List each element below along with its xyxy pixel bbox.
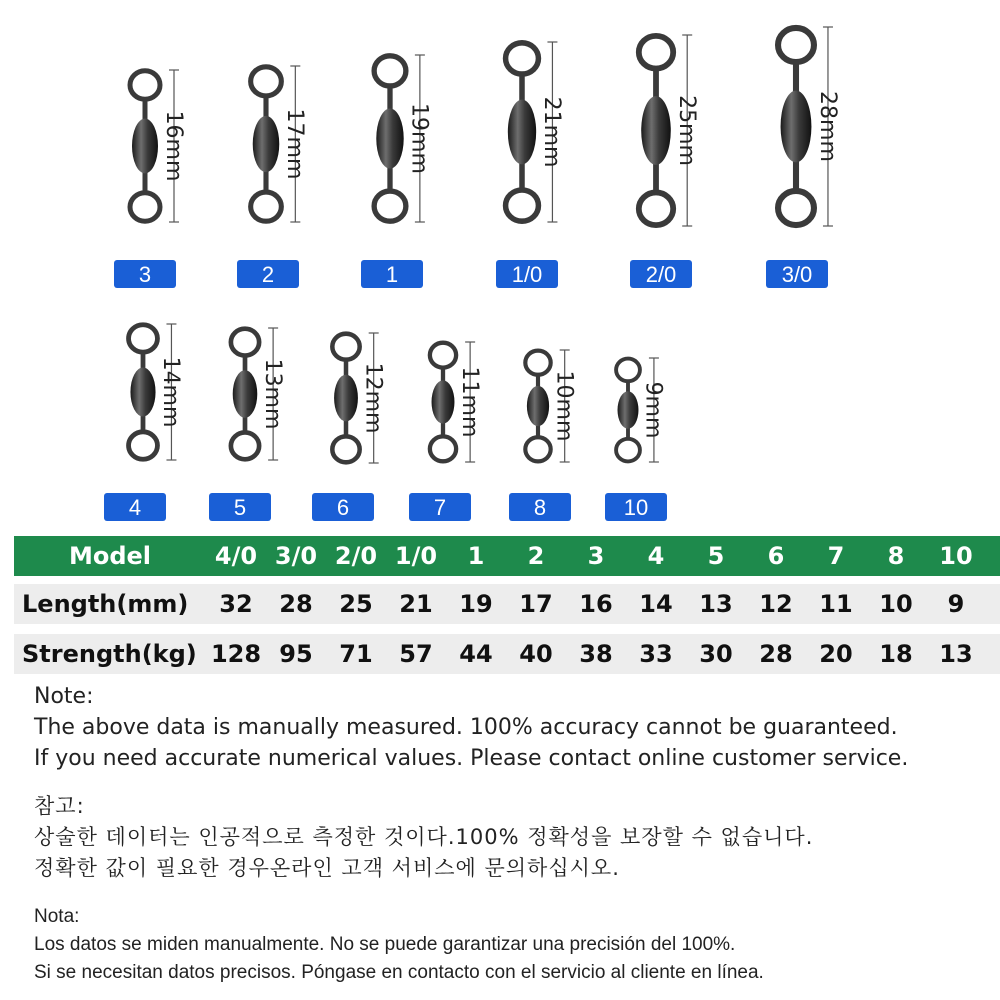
note-spanish-line1: Los datos se miden manualmente. No se puede garantizar una precisión del 100%. [34,934,736,955]
length-cell: 11 [819,590,853,618]
strength-cell: 38 [579,640,613,668]
barrel [233,370,258,418]
note-english [34,681,908,774]
swivel [630,35,699,288]
ring-top [616,359,640,382]
swivel [104,324,183,521]
ring-top [129,325,158,352]
ring-top [374,56,406,86]
ring-bottom [129,432,158,459]
length-cell: 32 [219,590,253,618]
barrel [130,368,155,417]
strength-cells [206,640,986,668]
ring-bottom [374,191,406,221]
model-cell: 8 [887,542,905,570]
swivel [605,358,667,521]
strength-cell: 20 [819,640,853,668]
barrel [781,91,812,163]
model-badge-label: 10 [623,495,649,520]
strength-cell: 13 [939,640,973,668]
model-badge-label: 4 [128,495,142,520]
note-english-title: Note: [34,684,94,709]
size-label: 16mm [160,110,186,182]
barrel [641,96,671,165]
strength-cell: 40 [519,640,553,668]
model-cell: 3/0 [274,542,318,570]
note-korean-line2: 정확한 값이 필요한 경우온라인 고객 서비스에 문의하십시오. [34,856,620,880]
model-badge-label: 1/0 [511,262,543,287]
ring-top [332,334,359,360]
size-label: 28mm [814,91,840,162]
ring-bottom [506,190,539,221]
ring-top [506,43,539,74]
size-label: 21mm [539,96,565,168]
size-label: 11mm [456,366,482,438]
barrel [132,119,158,174]
ring-bottom [130,193,160,222]
strength-cell: 28 [759,640,793,668]
strength-cell: 128 [210,640,262,668]
barrel [618,391,639,428]
size-label: 17mm [282,108,308,180]
note-korean-line1: 상술한 데이터는 인공적으로 측정한 것이다.100% 정확성을 보장할 수 없습니다. [34,825,814,849]
model-badge-label: 5 [233,495,247,520]
length-cell: 10 [879,590,913,618]
model-badge-label: 7 [433,495,447,520]
ring-bottom [616,439,640,462]
size-label: 10mm [551,370,577,442]
model-cell: 2 [527,542,545,570]
swivel [209,328,285,521]
size-label: 19mm [406,103,432,174]
model-badge-label: 3/0 [781,262,813,287]
model-cell: 1/0 [394,542,438,570]
size-label: 14mm [158,356,184,428]
table-row-length [14,584,1000,624]
model-cell: 10 [939,542,973,570]
ring-bottom [332,436,359,462]
model-badge-label: 2 [261,262,275,287]
strength-cell: 44 [459,640,493,668]
length-cell: 17 [519,590,553,618]
ring-bottom [430,436,456,461]
barrel [253,116,280,172]
ring-bottom [525,437,550,461]
model-badge-label: 2/0 [645,262,677,287]
length-cell: 28 [279,590,313,618]
note-spanish [34,903,764,987]
length-header: Length(mm) [22,590,189,618]
length-cells [206,590,986,618]
size-label: 13mm [259,358,285,430]
model-cell: 2/0 [334,542,378,570]
ring-bottom [231,432,259,459]
swivel [409,342,482,521]
strength-header: Strength(kg) [22,640,197,668]
strength-cell: 18 [879,640,913,668]
barrel [376,108,403,168]
ring-top [251,67,282,96]
table-row-model [14,536,1000,576]
strength-cell: 33 [639,640,673,668]
model-cell: 3 [587,542,605,570]
ring-bottom [778,191,814,225]
length-cell: 19 [459,590,493,618]
model-badge-label: 8 [533,495,547,520]
length-cell: 12 [759,590,793,618]
model-cells [206,542,986,570]
size-label: 25mm [673,95,699,166]
ring-bottom [639,192,673,225]
swivel [312,333,385,521]
swivel [509,350,576,521]
model-header: Model [68,542,152,570]
model-badge-label: 3 [138,262,152,287]
barrel [334,375,358,422]
model-cell: 5 [707,542,725,570]
model-cell: 1 [467,542,485,570]
note-spanish-line2: Si se necesitan datos precisos. Póngase en contacto con el servicio al cliente en línea. [34,962,764,983]
model-cell: 6 [767,542,785,570]
swivel [114,70,186,288]
model-badge-label: 6 [336,495,350,520]
strength-cell: 30 [699,640,733,668]
ring-top [525,351,550,375]
length-cell: 25 [339,590,373,618]
model-cell: 4 [647,542,665,570]
length-cell: 21 [399,590,433,618]
strength-cell: 71 [339,640,373,668]
size-label: 9mm [640,381,666,439]
length-cell: 16 [579,590,613,618]
ring-top [430,343,456,368]
length-cell: 9 [947,590,965,618]
swivel [361,55,432,288]
ring-top [639,36,673,69]
strength-cell: 95 [279,640,313,668]
barrel [527,386,549,426]
note-korean [34,791,813,884]
ring-bottom [251,192,282,221]
ring-top [778,28,814,62]
strength-cell: 57 [399,640,433,668]
swivel [496,42,564,288]
note-english-line2: If you need accurate numerical values. Please contact online customer service. [34,746,909,771]
model-cell: 4/0 [214,542,258,570]
swivel [766,27,840,288]
size-label: 12mm [360,362,386,434]
barrel [432,380,455,423]
note-english-line1: The above data is manually measured. 100% accuracy cannot be guaranteed. [34,715,898,740]
length-cell: 14 [639,590,673,618]
length-cell: 13 [699,590,733,618]
ring-top [130,71,160,100]
note-korean-title: 참고: [34,794,85,818]
table-row-strength [14,634,1000,674]
model-badge-label: 1 [385,262,399,287]
note-spanish-title: Nota: [34,906,80,927]
model-cell: 7 [827,542,845,570]
swivel [237,66,307,288]
ring-top [231,329,259,356]
barrel [508,100,536,165]
